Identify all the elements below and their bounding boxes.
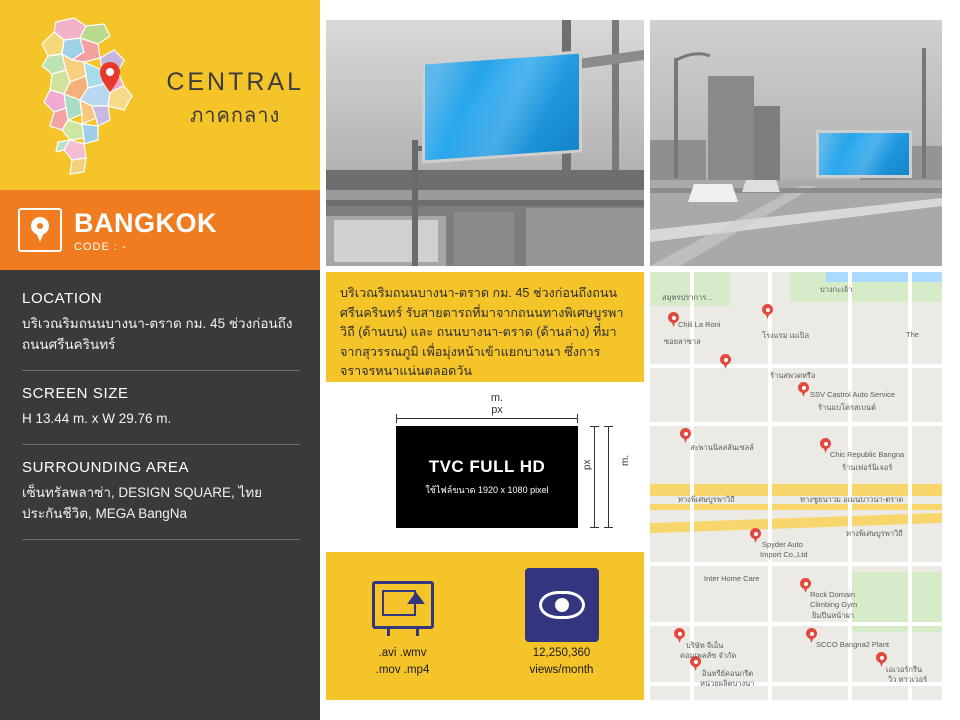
map-label: ร้านแบโครสเบนต์ xyxy=(818,403,876,412)
city-code: CODE : - xyxy=(74,240,127,253)
map-label: วิว ทาวเวอร์ xyxy=(888,675,928,684)
dimension-line-vertical-m xyxy=(608,426,609,528)
divider xyxy=(22,444,300,445)
eye-icon xyxy=(525,574,599,636)
billboard-photo-elevated xyxy=(326,20,644,266)
map-label: บางกะเจ้า xyxy=(820,285,853,294)
location-title: LOCATION xyxy=(22,290,103,307)
map-label: ทางพิเศษบูรพาวิถี xyxy=(678,495,735,504)
left-column xyxy=(0,0,320,720)
spec-unit-px-vertical: px xyxy=(582,459,593,470)
screen-size-title: SCREEN SIZE xyxy=(22,384,129,402)
tvc-preview-box xyxy=(396,426,578,528)
divider xyxy=(22,539,300,540)
billboard-screen xyxy=(816,130,912,178)
map-pin[interactable] xyxy=(674,628,685,643)
map-label: Climbing Gym xyxy=(810,600,858,609)
file-formats-line2: .mov .mp4 xyxy=(375,663,430,676)
region-name-block xyxy=(166,68,304,131)
map-label: SSV Castrol Auto Service xyxy=(810,390,896,399)
views-period: views/month xyxy=(529,663,594,676)
map-label: หน่วยผลิตบางนา xyxy=(700,679,755,688)
details-panel xyxy=(0,270,320,540)
file-formats-cell xyxy=(372,574,434,677)
file-formats-line1: .avi .wmv xyxy=(378,647,427,660)
map-label: ทางพิเศษบูรพาวิถี xyxy=(846,529,903,538)
tvc-subtitle: ใช้ไฟล์ขนาด 1920 x 1080 pixel xyxy=(425,485,549,495)
map-label: The xyxy=(906,330,919,339)
description-text: บริเวณริมถนนบางนา-ตราด กม. 45 ช่วงก่อนถึงถนนศรีนครินทร์ รับสายตารถที่มาจากถนนทางพิเศษบูรพาวิถี (ด้านบน) และ ถนนบางนา-ตราด (ด้านล่าง) ที่มาจากสุวรรณภูมิ เพื่อมุ่งหน้าเข้าแยกบางนา ซึ่งการจราจรหนาแน่นตลอดวัน xyxy=(340,286,624,379)
tvc-spec-panel xyxy=(326,386,644,548)
map-water xyxy=(826,272,942,282)
views-cell xyxy=(525,574,599,677)
region-name-en: CENTRAL xyxy=(166,68,304,96)
map-pin[interactable] xyxy=(762,304,773,319)
map-label: อินทรีย์คอนกรีต xyxy=(702,669,754,678)
map-pin[interactable] xyxy=(720,354,731,369)
dimension-line-vertical-px xyxy=(594,426,595,528)
region-name-th: ภาคกลาง xyxy=(190,105,281,127)
map-label: SCCO Bangna2 Plant xyxy=(816,640,889,649)
map-label: ซอยลาซาล xyxy=(664,337,701,346)
location-map[interactable] xyxy=(650,272,942,700)
surrounding-area-title: SURROUNDING AREA xyxy=(22,458,190,476)
map-label: ทางชูธนาวม อเมนบาวนา-ตราด xyxy=(800,495,904,504)
surrounding-area-text: เซ็นทรัลพลาซ่า, DESIGN SQUARE, ไทยประกันชีวิต, MEGA BangNa xyxy=(22,484,263,521)
map-pin[interactable] xyxy=(798,382,809,397)
map-label: บริษัท จีเอ็น xyxy=(686,641,724,650)
location-text: บริเวณริมถนนบางนา-ตราด กม. 45 ช่วงก่อนถึงถนนศรีนครินทร์ xyxy=(22,316,293,352)
city-name: BANGKOK xyxy=(74,207,217,238)
billboard-icon xyxy=(372,574,434,636)
tvc-title: TVC FULL HD xyxy=(428,457,546,476)
icons-panel xyxy=(326,552,644,700)
map-label: Rock Domain xyxy=(810,590,856,599)
spec-unit-m: m. xyxy=(490,392,504,404)
spec-unit-px: px xyxy=(491,404,503,416)
map-label: ร้านเฟอร์นิเจอร์ xyxy=(842,463,893,472)
map-label: Spyder Auto xyxy=(762,540,803,549)
map-label: เอเวอร์กรีน xyxy=(886,665,923,674)
region-panel xyxy=(0,0,320,190)
map-label: ยิมปีนหน้าผา xyxy=(812,611,855,620)
map-label: Import Co.,Ltd xyxy=(760,550,808,559)
map-label: Chic Republic Bangna xyxy=(830,450,905,459)
dimension-line-horizontal xyxy=(396,418,578,419)
spec-top-units xyxy=(422,392,572,416)
billboard-photo-expressway xyxy=(650,20,942,266)
map-label: โรงแรม เมเปิล xyxy=(762,331,810,340)
spec-unit-m-vertical: m. xyxy=(620,454,631,466)
billboard-screen xyxy=(422,50,582,163)
divider xyxy=(22,370,300,371)
views-count: 12,250,360 xyxy=(532,647,591,660)
map-road xyxy=(848,272,852,700)
screen-size-text: H 13.44 m. x W 29.76 m. xyxy=(22,410,172,426)
location-pin-icon xyxy=(18,208,62,252)
thailand-map-icon xyxy=(14,14,164,179)
map-label: ร้านสพวดหรือ xyxy=(770,371,816,380)
map-label: คอมเพลส์ซ จำกัด xyxy=(680,651,737,660)
map-label: สะพานนิลสลันเซลล์ xyxy=(690,443,754,452)
city-banner xyxy=(0,190,320,270)
map-label: Chili La Roni xyxy=(678,320,721,329)
map-pin[interactable] xyxy=(750,528,761,543)
map-label: Inter Home Care xyxy=(704,574,760,583)
map-label: สมุทรปราการ... xyxy=(662,293,713,302)
map-pin[interactable] xyxy=(680,428,691,443)
description-panel xyxy=(326,272,644,382)
